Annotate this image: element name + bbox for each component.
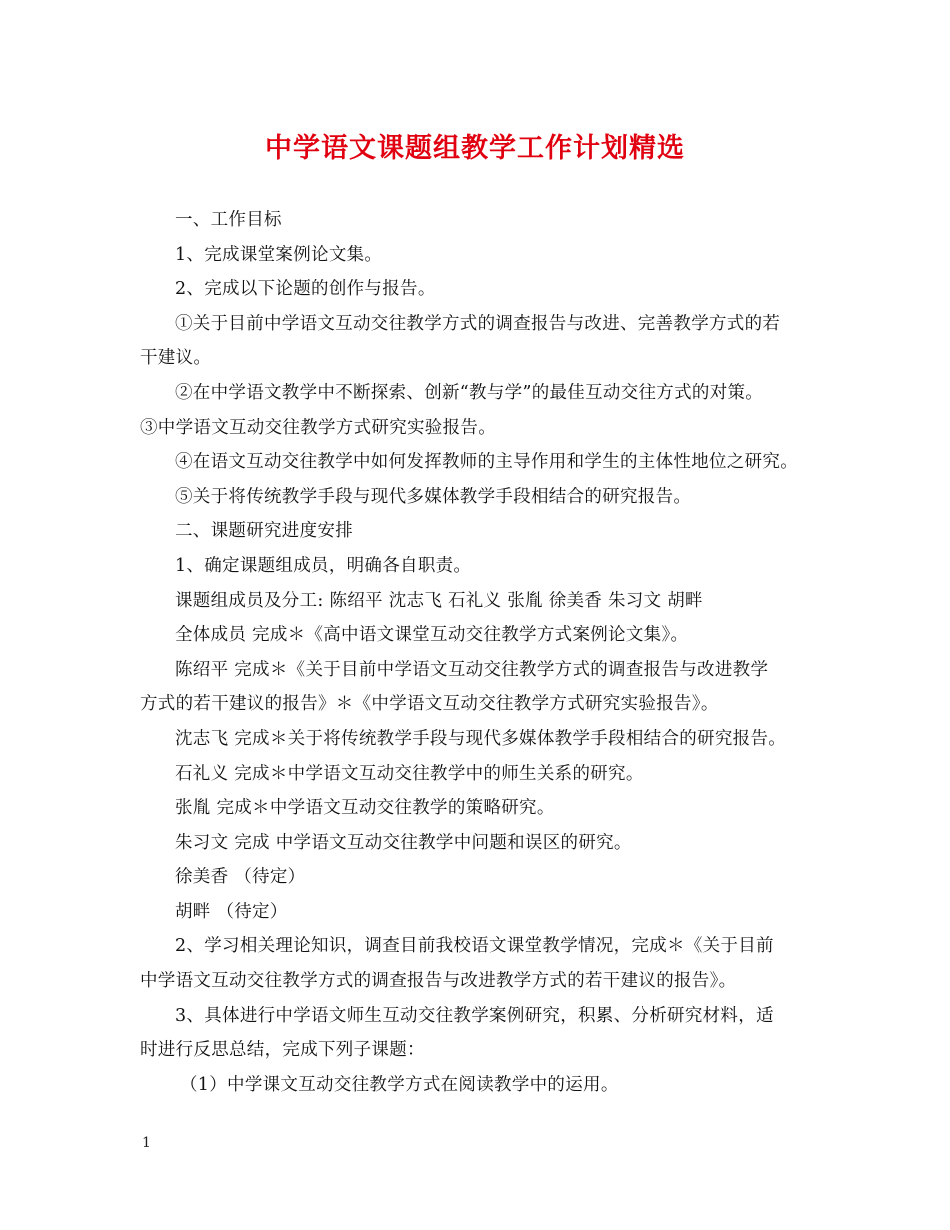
paragraph-continuation: 干建议。 xyxy=(140,348,212,369)
document-body xyxy=(140,203,820,1102)
paragraph: ③中学语文互动交往教学方式研究实验报告。 xyxy=(140,417,496,438)
paragraph-continuation: 中学语文互动交往教学方式的调查报告与改进教学方式的若干建议的报告》。 xyxy=(140,971,737,992)
paragraph-subtopic: （1）中学课文互动交往教学方式在阅读教学中的运用。 xyxy=(180,1074,619,1095)
paragraph: 1、确定课题组成员，明确各自职责。 xyxy=(175,555,472,576)
paragraph: 2、完成以下论题的创作与报告。 xyxy=(175,279,436,300)
section-heading-work-goals: 一、工作目标 xyxy=(175,210,282,230)
paragraph: 石礼义 完成＊中学语文互动交往教学中的师生关系的研究。 xyxy=(175,763,644,784)
document-title: 中学语文课题组教学工作计划精选 xyxy=(265,133,685,164)
page-number: 1 xyxy=(142,1135,151,1151)
paragraph: 2、学习相关理论知识，调查目前我校语文课堂教学情况，完成＊《关于目前 xyxy=(175,936,774,957)
paragraph: ⑤关于将传统教学手段与现代多媒体教学手段相结合的研究报告。 xyxy=(175,486,692,507)
paragraph: 1、完成课堂案例论文集。 xyxy=(175,244,383,265)
paragraph: 胡畔 （待定） xyxy=(175,901,288,922)
section-heading-schedule: 二、课题研究进度安排 xyxy=(175,521,353,542)
paragraph: ②在中学语文教学中不断探索、创新“教与学”的最佳互动交往方式的对策。 xyxy=(175,382,764,403)
paragraph: 张胤 完成＊中学语文互动交往教学的策略研究。 xyxy=(175,798,555,819)
paragraph: 朱习文 完成 中学语文互动交往教学中问题和误区的研究。 xyxy=(175,832,632,853)
paragraph-members: 课题组成员及分工: 陈绍平 沈志飞 石礼义 张胤 徐美香 朱习文 胡畔 xyxy=(175,590,703,611)
paragraph: 3、具体进行中学语文师生互动交往教学案例研究，积累、分析研究材料，适 xyxy=(175,1005,774,1026)
paragraph: 陈绍平 完成＊《关于目前中学语文互动交往教学方式的调查报告与改进教学 xyxy=(175,659,769,680)
paragraph-continuation: 方式的若干建议的报告》＊《中学语文互动交往教学方式研究实验报告》。 xyxy=(140,694,719,715)
paragraph: ④在语文互动交往教学中如何发挥教师的主导作用和学生的主体性地位之研究。 xyxy=(175,452,798,473)
paragraph: 沈志飞 完成＊关于将传统教学手段与现代多媒体教学手段相结合的研究报告。 xyxy=(175,728,787,749)
paragraph: 徐美香 （待定） xyxy=(175,867,306,888)
paragraph: 全体成员 完成＊《高中语文课堂互动交往教学方式案例论文集》。 xyxy=(175,625,689,646)
paragraph-continuation: 时进行反思总结，完成下列子课题： xyxy=(140,1040,425,1061)
paragraph: ①关于目前中学语文互动交往教学方式的调查报告与改进、完善教学方式的若 xyxy=(175,313,781,334)
